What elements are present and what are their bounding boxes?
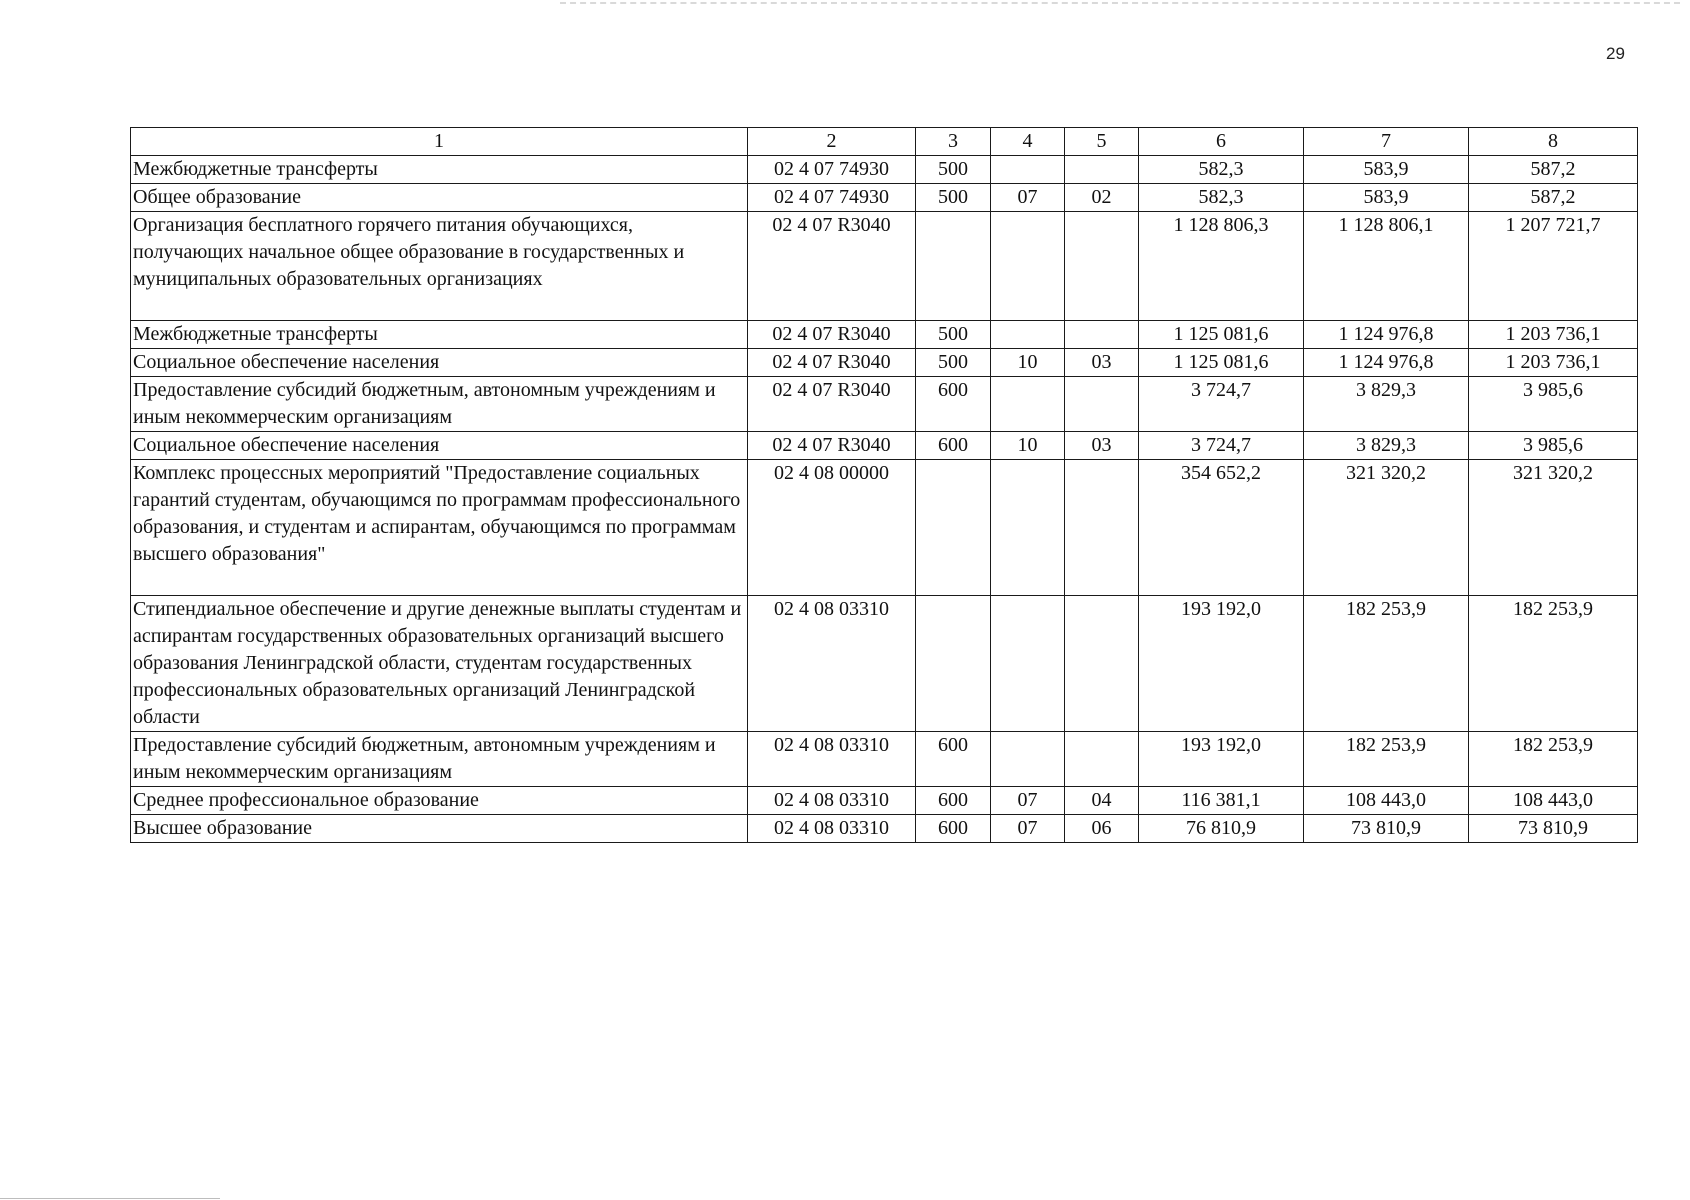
column-header-8: 8 <box>1469 128 1638 156</box>
amount-year2-cell: 1 128 806,1 <box>1304 212 1469 321</box>
amount-year1-cell: 582,3 <box>1139 184 1304 212</box>
amount-year2-cell: 108 443,0 <box>1304 787 1469 815</box>
table-row <box>131 460 1638 596</box>
subsection-cell: 03 <box>1065 432 1139 460</box>
section-cell: 10 <box>991 349 1065 377</box>
scan-edge-bottom <box>0 1198 220 1199</box>
section-cell: 07 <box>991 787 1065 815</box>
target-article-cell: 02 4 08 03310 <box>748 787 916 815</box>
amount-year1-cell: 76 810,9 <box>1139 815 1304 843</box>
amount-year1-cell: 116 381,1 <box>1139 787 1304 815</box>
amount-year1-cell: 354 652,2 <box>1139 460 1304 596</box>
amount-year3-cell: 73 810,9 <box>1469 815 1638 843</box>
row-name-cell: Межбюджетные трансферты <box>131 321 748 349</box>
amount-year3-cell: 3 985,6 <box>1469 377 1638 432</box>
target-article-cell: 02 4 07 R3040 <box>748 212 916 321</box>
column-header-7: 7 <box>1304 128 1469 156</box>
amount-year3-cell: 3 985,6 <box>1469 432 1638 460</box>
amount-year1-cell: 193 192,0 <box>1139 732 1304 787</box>
section-cell <box>991 732 1065 787</box>
scan-edge-top <box>560 2 1680 4</box>
table-row <box>131 156 1638 184</box>
amount-year3-cell: 1 207 721,7 <box>1469 212 1638 321</box>
row-name-cell: Комплекс процессных мероприятий "Предоставление социальных гарантий студентам, обучающимся по программам профессионального образования, и студентам и аспирантам, обучающимся по программам высшего образования" <box>131 460 748 596</box>
amount-year2-cell: 1 124 976,8 <box>1304 321 1469 349</box>
target-article-cell: 02 4 08 03310 <box>748 732 916 787</box>
row-name-cell: Высшее образование <box>131 815 748 843</box>
table-row <box>131 349 1638 377</box>
expense-type-cell: 600 <box>916 732 991 787</box>
expense-type-cell <box>916 212 991 321</box>
amount-year1-cell: 193 192,0 <box>1139 596 1304 732</box>
row-name-cell: Среднее профессиональное образование <box>131 787 748 815</box>
section-cell <box>991 321 1065 349</box>
target-article-cell: 02 4 07 R3040 <box>748 321 916 349</box>
subsection-cell <box>1065 212 1139 321</box>
expense-type-cell: 600 <box>916 377 991 432</box>
table-row <box>131 432 1638 460</box>
target-article-cell: 02 4 08 03310 <box>748 596 916 732</box>
table-row <box>131 596 1638 732</box>
row-name-cell: Предоставление субсидий бюджетным, автономным учреждениям и иным некоммерческим организациям <box>131 377 748 432</box>
column-header-5: 5 <box>1065 128 1139 156</box>
row-name-cell: Предоставление субсидий бюджетным, автономным учреждениям и иным некоммерческим организациям <box>131 732 748 787</box>
subsection-cell: 04 <box>1065 787 1139 815</box>
amount-year3-cell: 587,2 <box>1469 156 1638 184</box>
amount-year3-cell: 1 203 736,1 <box>1469 349 1638 377</box>
target-article-cell: 02 4 07 R3040 <box>748 349 916 377</box>
subsection-cell <box>1065 156 1139 184</box>
amount-year1-cell: 3 724,7 <box>1139 432 1304 460</box>
table-row <box>131 732 1638 787</box>
subsection-cell <box>1065 321 1139 349</box>
table-row <box>131 787 1638 815</box>
row-name-cell: Межбюджетные трансферты <box>131 156 748 184</box>
row-name-cell: Стипендиальное обеспечение и другие денежные выплаты студентам и аспирантам государственных образовательных организаций высшего образования Ленинградской области, студентам государственных профессиональных образовательных организаций Ленинградской области <box>131 596 748 732</box>
amount-year1-cell: 582,3 <box>1139 156 1304 184</box>
amount-year1-cell: 3 724,7 <box>1139 377 1304 432</box>
subsection-cell: 06 <box>1065 815 1139 843</box>
subsection-cell <box>1065 596 1139 732</box>
table-row <box>131 815 1638 843</box>
target-article-cell: 02 4 07 74930 <box>748 156 916 184</box>
amount-year2-cell: 583,9 <box>1304 156 1469 184</box>
table-header-row <box>131 128 1638 156</box>
section-cell: 07 <box>991 815 1065 843</box>
column-header-4: 4 <box>991 128 1065 156</box>
subsection-cell: 03 <box>1065 349 1139 377</box>
amount-year2-cell: 73 810,9 <box>1304 815 1469 843</box>
amount-year2-cell: 182 253,9 <box>1304 732 1469 787</box>
table-row <box>131 321 1638 349</box>
amount-year3-cell: 1 203 736,1 <box>1469 321 1638 349</box>
row-name-cell: Социальное обеспечение населения <box>131 432 748 460</box>
column-header-3: 3 <box>916 128 991 156</box>
expense-type-cell: 500 <box>916 156 991 184</box>
amount-year2-cell: 3 829,3 <box>1304 432 1469 460</box>
expense-type-cell: 600 <box>916 432 991 460</box>
budget-table <box>130 127 1638 843</box>
amount-year3-cell: 182 253,9 <box>1469 732 1638 787</box>
section-cell: 10 <box>991 432 1065 460</box>
subsection-cell <box>1065 377 1139 432</box>
amount-year1-cell: 1 125 081,6 <box>1139 349 1304 377</box>
page-number: 29 <box>1606 44 1625 63</box>
subsection-cell <box>1065 460 1139 596</box>
section-cell <box>991 156 1065 184</box>
amount-year1-cell: 1 125 081,6 <box>1139 321 1304 349</box>
amount-year2-cell: 1 124 976,8 <box>1304 349 1469 377</box>
table-row <box>131 184 1638 212</box>
table-row <box>131 377 1638 432</box>
expense-type-cell: 600 <box>916 787 991 815</box>
subsection-cell: 02 <box>1065 184 1139 212</box>
row-name-cell: Общее образование <box>131 184 748 212</box>
target-article-cell: 02 4 07 R3040 <box>748 432 916 460</box>
expense-type-cell: 600 <box>916 815 991 843</box>
amount-year1-cell: 1 128 806,3 <box>1139 212 1304 321</box>
column-header-6: 6 <box>1139 128 1304 156</box>
expense-type-cell <box>916 596 991 732</box>
table-row <box>131 212 1638 321</box>
row-name-cell: Социальное обеспечение населения <box>131 349 748 377</box>
section-cell <box>991 460 1065 596</box>
section-cell <box>991 377 1065 432</box>
amount-year2-cell: 182 253,9 <box>1304 596 1469 732</box>
amount-year2-cell: 583,9 <box>1304 184 1469 212</box>
section-cell <box>991 212 1065 321</box>
amount-year3-cell: 587,2 <box>1469 184 1638 212</box>
expense-type-cell: 500 <box>916 184 991 212</box>
row-name-cell: Организация бесплатного горячего питания обучающихся, получающих начальное общее образование в государственных и муниципальных образовательных организациях <box>131 212 748 321</box>
amount-year3-cell: 182 253,9 <box>1469 596 1638 732</box>
expense-type-cell: 500 <box>916 321 991 349</box>
target-article-cell: 02 4 08 00000 <box>748 460 916 596</box>
section-cell: 07 <box>991 184 1065 212</box>
amount-year3-cell: 108 443,0 <box>1469 787 1638 815</box>
amount-year2-cell: 3 829,3 <box>1304 377 1469 432</box>
expense-type-cell <box>916 460 991 596</box>
column-header-1: 1 <box>131 128 748 156</box>
target-article-cell: 02 4 07 R3040 <box>748 377 916 432</box>
subsection-cell <box>1065 732 1139 787</box>
column-header-2: 2 <box>748 128 916 156</box>
amount-year2-cell: 321 320,2 <box>1304 460 1469 596</box>
target-article-cell: 02 4 07 74930 <box>748 184 916 212</box>
amount-year3-cell: 321 320,2 <box>1469 460 1638 596</box>
section-cell <box>991 596 1065 732</box>
expense-type-cell: 500 <box>916 349 991 377</box>
target-article-cell: 02 4 08 03310 <box>748 815 916 843</box>
